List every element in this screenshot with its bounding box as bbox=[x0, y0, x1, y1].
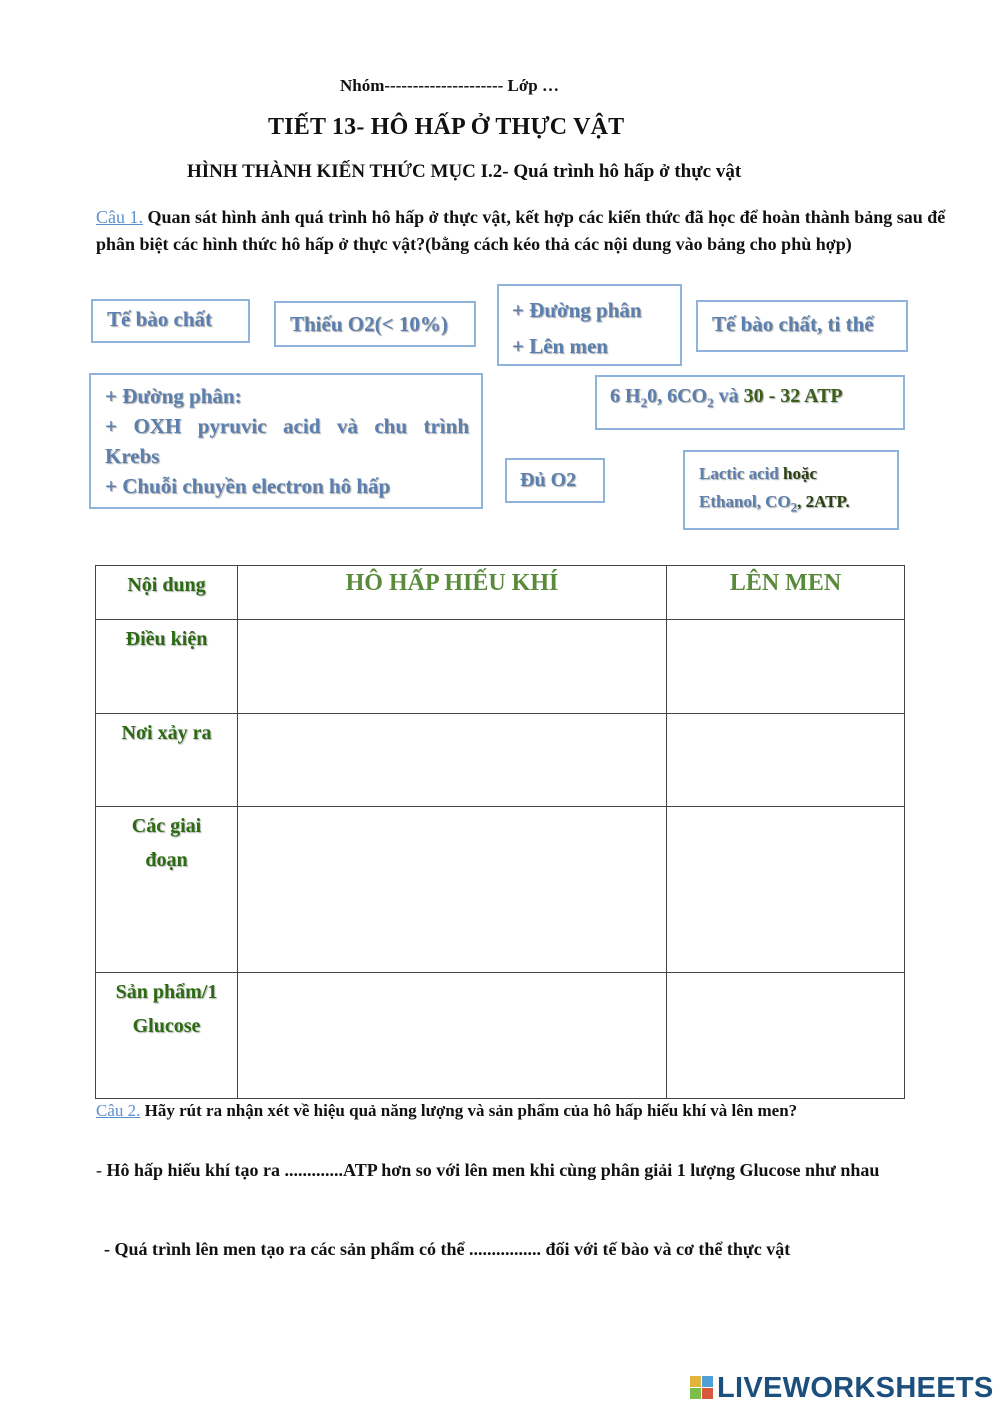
header-fermentation-text: LÊN MEN bbox=[729, 570, 842, 596]
card-line: + Đường phân bbox=[512, 298, 642, 322]
row-label-stages bbox=[96, 807, 238, 973]
card-text: Thiếu O2(< 10%) bbox=[290, 312, 448, 336]
card-line: + Lên men bbox=[512, 334, 608, 358]
card-te-bao-chat[interactable] bbox=[91, 299, 250, 343]
subscript: 2 bbox=[707, 395, 714, 410]
card-text: 6 H bbox=[610, 385, 641, 407]
header-aerobic bbox=[238, 566, 667, 620]
drop-zone-fermentation-condition[interactable] bbox=[667, 620, 905, 714]
row-label-location: Nơi xảy ra bbox=[96, 714, 238, 807]
subscript: 2 bbox=[790, 499, 798, 515]
row-label-line: Các giai bbox=[131, 815, 202, 837]
drop-zone-aerobic-location[interactable] bbox=[238, 714, 667, 807]
answer-2: - Quá trình lên men tạo ra các sản phẩm có thể ................ đối với tế bào và cơ thể thực vật bbox=[104, 1239, 791, 1259]
question-2-label: Câu 2. bbox=[96, 1101, 141, 1120]
drop-zone-aerobic-stages[interactable] bbox=[238, 807, 667, 973]
question-1-text: Quan sát hình ảnh quá trình hô hấp ở thực vật, kết hợp các kiến thức đã học để hoàn thành bảng sau để phân biệt các hình thức hô hấp ở thực vật?(bằng cách kéo thả các nội dung vào bảng cho phù hợp) bbox=[96, 207, 946, 254]
subscript: 2 bbox=[640, 395, 648, 410]
card-text: hoặc bbox=[783, 464, 818, 483]
header-fermentation bbox=[667, 566, 905, 620]
card-line: + Chuỗi chuyền electron hô hấp bbox=[105, 474, 391, 498]
answer-1-text: Hô hấp hiếu khí tạo ra .............ATP hơn so với lên men khi cùng phân giải 1 lượng Glucose như nhau bbox=[106, 1160, 880, 1180]
drop-zone-fermentation-location[interactable] bbox=[667, 714, 905, 807]
card-text: 30 - 32 ATP bbox=[743, 385, 843, 407]
card-text: Ethanol, CO bbox=[699, 492, 791, 511]
drop-zone-fermentation-products[interactable] bbox=[667, 973, 905, 1099]
answer-1 bbox=[96, 1151, 966, 1189]
group-class-line: Nhóm--------------------- Lớp … bbox=[340, 76, 559, 95]
card-aerobic-stages[interactable] bbox=[89, 373, 483, 509]
question-1 bbox=[96, 204, 956, 258]
page-title: TIẾT 13- HÔ HẤP Ở THỰC VẬT bbox=[268, 114, 625, 140]
liveworksheets-icon bbox=[690, 1376, 714, 1400]
comparison-table bbox=[95, 565, 905, 1099]
header-content: Nội dung bbox=[96, 566, 238, 620]
card-text: , 2ATP. bbox=[797, 492, 850, 511]
answer-prefix: - bbox=[96, 1160, 107, 1180]
liveworksheets-logo bbox=[690, 1372, 994, 1405]
card-text: Đủ O2 bbox=[520, 469, 577, 491]
section-subtitle: HÌNH THÀNH KIẾN THỨC MỤC I.2- Quá trình hô hấp ở thực vật bbox=[187, 161, 742, 182]
card-aerobic-products[interactable] bbox=[595, 375, 905, 430]
row-label-line: Glucose bbox=[132, 1015, 201, 1037]
question-2-text: Hãy rút ra nhận xét về hiệu quả năng lượng và sản phẩm của hô hấp hiếu khí và lên men? bbox=[140, 1101, 798, 1120]
row-label-products bbox=[96, 973, 238, 1099]
card-te-bao-chat-ti-the[interactable] bbox=[696, 300, 908, 352]
row-label-condition: Điều kiện bbox=[96, 620, 238, 714]
drop-zone-aerobic-products[interactable] bbox=[238, 973, 667, 1099]
card-text: 0, 6CO bbox=[647, 385, 708, 407]
row-label-line: đoạn bbox=[145, 849, 188, 871]
header-aerobic-text: HÔ HẤP HIẾU KHÍ bbox=[345, 570, 559, 596]
card-du-o2[interactable] bbox=[505, 458, 605, 503]
card-text: Lactic acid bbox=[699, 464, 784, 483]
card-duong-phan-len-men[interactable] bbox=[497, 284, 682, 366]
card-text: và bbox=[713, 385, 744, 407]
card-line: + Đường phân: bbox=[105, 384, 242, 408]
card-text: Tế bào chất bbox=[107, 307, 212, 331]
question-1-label: Câu 1. bbox=[96, 207, 143, 227]
card-fermentation-products[interactable] bbox=[683, 450, 899, 530]
card-line: + OXH pyruvic acid và chu trình bbox=[105, 414, 469, 438]
row-label-line: Sản phẩm/1 bbox=[115, 981, 218, 1003]
card-line: Krebs bbox=[105, 444, 160, 468]
question-2 bbox=[96, 1101, 976, 1121]
card-thieu-o2[interactable] bbox=[274, 301, 476, 347]
card-text: Tế bào chất, ti thể bbox=[712, 312, 874, 336]
drop-zone-fermentation-stages[interactable] bbox=[667, 807, 905, 973]
drop-zone-aerobic-condition[interactable] bbox=[238, 620, 667, 714]
brand-text: LIVEWORKSHEETS bbox=[717, 1372, 994, 1404]
